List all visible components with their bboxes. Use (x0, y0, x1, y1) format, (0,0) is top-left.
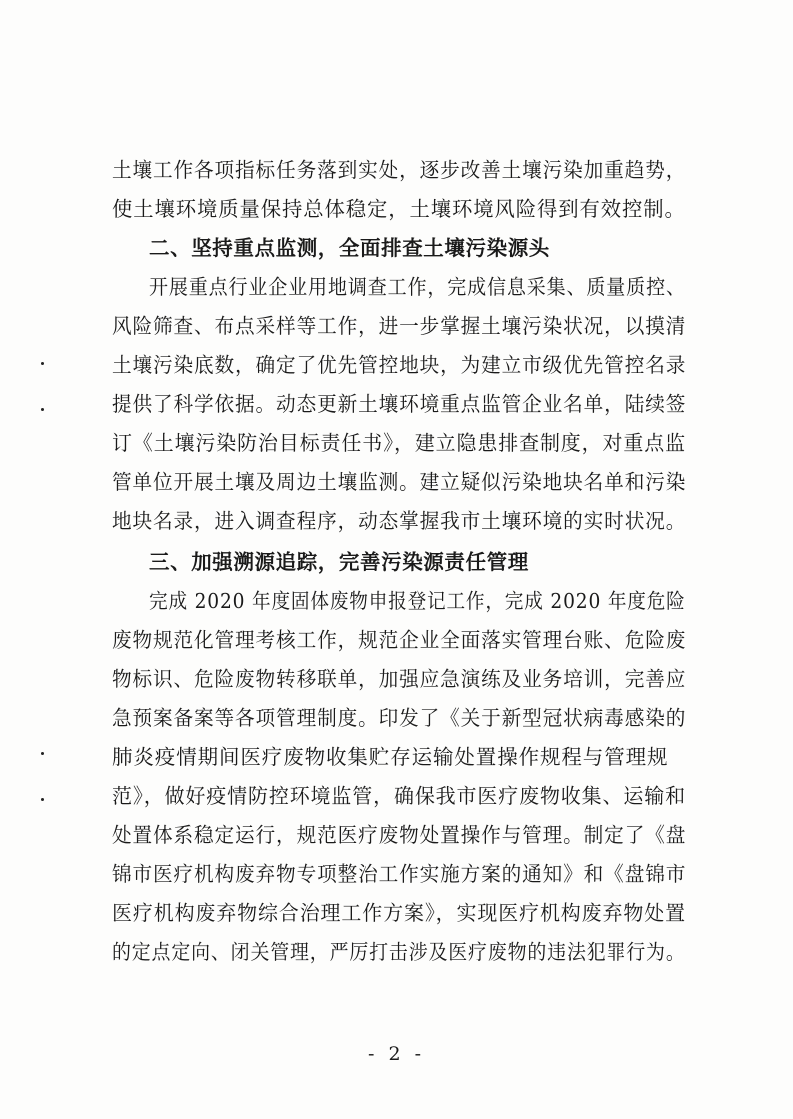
text-line: 物标识、危险废物转移联单，加强应急演练及业务培训，完善应 (112, 667, 687, 691)
binding-hole-mark (41, 408, 44, 411)
text-line: 急预案备案等各项管理制度。印发了《关于新型冠状病毒感染的 (112, 706, 687, 730)
text-line: 医疗机构废弃物综合治理工作方案》，实现医疗机构废弃物处置 (112, 901, 686, 925)
binding-hole-mark (41, 362, 44, 365)
text-line: 废物规范化管理考核工作，规范企业全面落实管理台账、危险废 (112, 628, 687, 652)
text-line: 提供了科学依据。动态更新土壤环境重点监管企业名单，陆续签 (112, 392, 687, 416)
text-line: 使土壤环境质量保持总体稳定，土壤环境风险得到有效控制。 (112, 197, 686, 221)
text-line: 土壤工作各项指标任务落到实处，逐步改善土壤污染加重趋势， (112, 158, 687, 182)
text-line: 管单位开展土壤及周边土壤监测。建立疑似污染地块名单和污染 (112, 470, 687, 494)
text-line: 地块名录，进入调查程序，动态掌握我市土壤环境的实时状况。 (112, 509, 687, 533)
text-line: 范》，做好疫情防控环境监管，确保我市医疗废物收集、运输和 (112, 784, 686, 808)
text-line: 完成 2020 年度固体废物申报登记工作，完成 2020 年度危险 (149, 589, 686, 613)
text-line: 肺炎疫情期间医疗废物收集贮存运输处置操作规程与管理规 (112, 745, 669, 769)
text-line: 锦市医疗机构废弃物专项整治工作实施方案的通知》和《盘锦市 (112, 862, 687, 886)
text-line: 的定点定向、闭关管理，严厉打击涉及医疗废物的违法犯罪行为。 (112, 940, 686, 964)
text-line: 风险筛查、布点采样等工作，进一步掌握土壤污染状况，以摸清 (112, 314, 687, 338)
binding-hole-mark (41, 752, 44, 755)
binding-hole-mark (41, 798, 44, 801)
section-heading: 三、加强溯源追踪，完善污染源责任管理 (149, 550, 529, 574)
text-line: 土壤污染底数，确定了优先管控地块，为建立市级优先管控名录 (112, 353, 687, 377)
page-number: - 2 - (367, 1043, 425, 1065)
text-line: 开展重点行业企业用地调查工作，完成信息采集、质量质控、 (149, 275, 686, 299)
text-line: 订《土壤污染防治目标责任书》，建立隐患排查制度，对重点监 (112, 431, 686, 455)
text-line: 处置体系稳定运行，规范医疗废物处置操作与管理。制定了《盘 (112, 823, 687, 847)
section-heading: 二、坚持重点监测，全面排查土壤污染源头 (149, 236, 550, 260)
